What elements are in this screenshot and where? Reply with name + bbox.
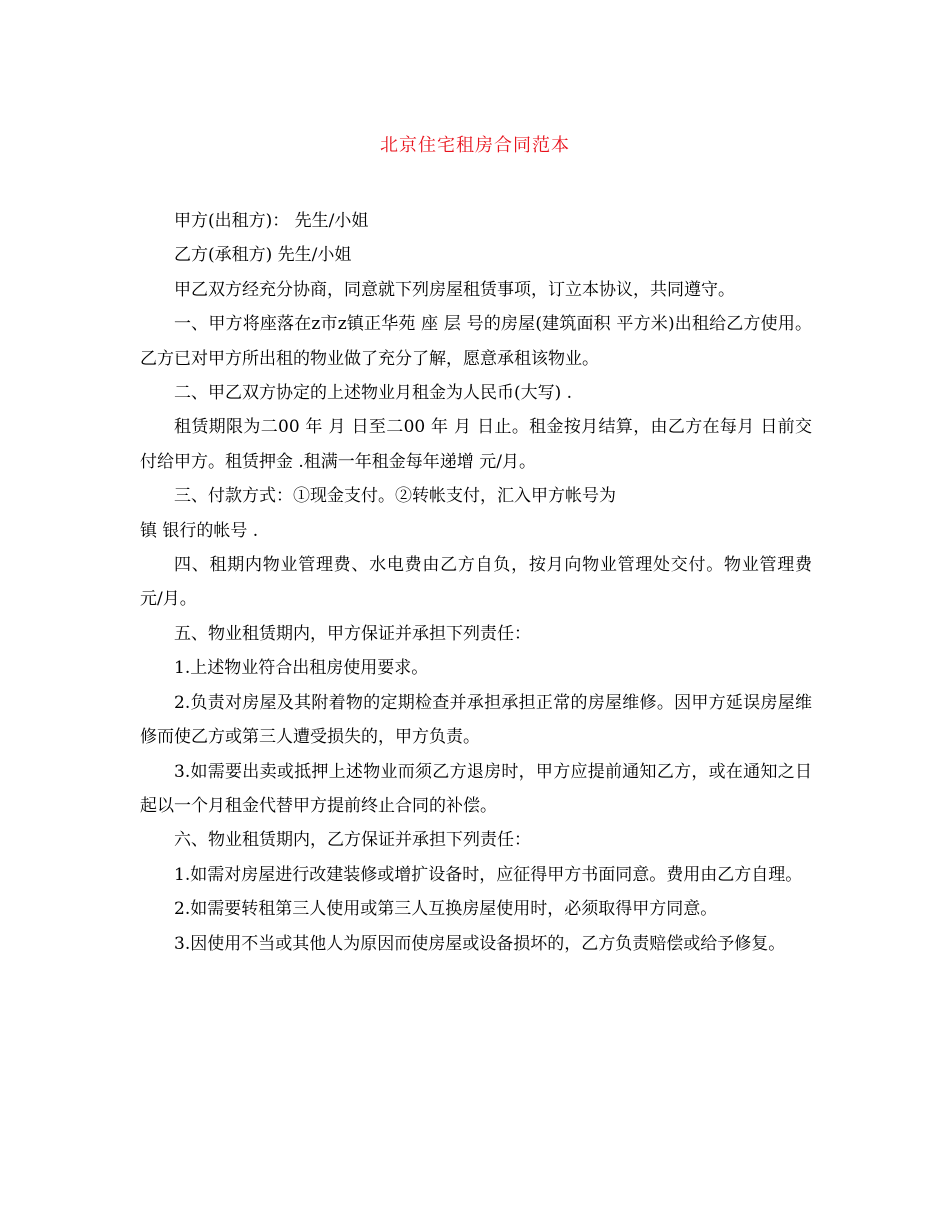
clause-1: 一、甲方将座落在z市z镇正华苑 座 层 号的房屋(建筑面积 平方米)出租给乙方使用。乙方已对甲方所出租的物业做了充分了解，愿意承租该物业。: [140, 314, 812, 369]
document-title: 北京住宅租房合同范本: [380, 135, 570, 156]
agreement-intro: 甲乙双方经充分协商，同意就下列房屋租赁事项，订立本协议，共同遵守。: [174, 279, 735, 300]
clause-6: 六、物业租赁期内，乙方保证并承担下列责任：: [174, 830, 531, 851]
party-a-line: 甲方(出租方)： 先生/小姐: [174, 211, 369, 231]
party-b-line: 乙方(承租方) 先生/小姐: [174, 245, 352, 266]
clause-6-item-3: 3.因使用不当或其他人为原因而使房屋或设备损坏的，乙方负责赔偿或给予修复。: [174, 933, 786, 954]
clause-3: 三、付款方式：①现金支付。②转帐支付，汇入甲方帐号为: [174, 486, 616, 507]
clause-4: 四、租期内物业管理费、水电费由乙方自负，按月向物业管理处交付。物业管理费 元/月。: [140, 555, 812, 610]
clause-6-item-1: 1.如需对房屋进行改建装修或增扩设备时，应征得甲方书面同意。费用由乙方自理。: [174, 864, 803, 885]
lease-term-paragraph: 租赁期限为二00 年 月 日至二00 年 月 日止。租金按月结算，由乙方在每月 日前交付给甲方。租赁押金 .租满一年租金每年递增 元/月。: [140, 417, 812, 472]
clause-5-item-3: 3.如需要出卖或抵押上述物业而须乙方退房时，甲方应提前通知乙方，或在通知之日起以一个月租金代替甲方提前终止合同的补偿。: [140, 761, 812, 816]
document-body: [140, 204, 812, 961]
clause-5: 五、物业租赁期内，甲方保证并承担下列责任：: [174, 623, 531, 644]
clause-5-item-2: 2.负责对房屋及其附着物的定期检查并承担承担正常的房屋维修。因甲方延误房屋维修而使乙方或第三人遭受损失的，甲方负责。: [140, 692, 812, 748]
clause-2: 二、甲乙双方协定的上述物业月租金为人民币(大写) .: [174, 383, 573, 404]
clause-5-item-1: 1.上述物业符合出租房使用要求。: [174, 658, 429, 679]
clause-6-item-2: 2.如需要转租第三人使用或第三人互换房屋使用时，必须取得甲方同意。: [174, 899, 718, 920]
bank-account-line: 镇 银行的帐号 .: [140, 520, 259, 541]
